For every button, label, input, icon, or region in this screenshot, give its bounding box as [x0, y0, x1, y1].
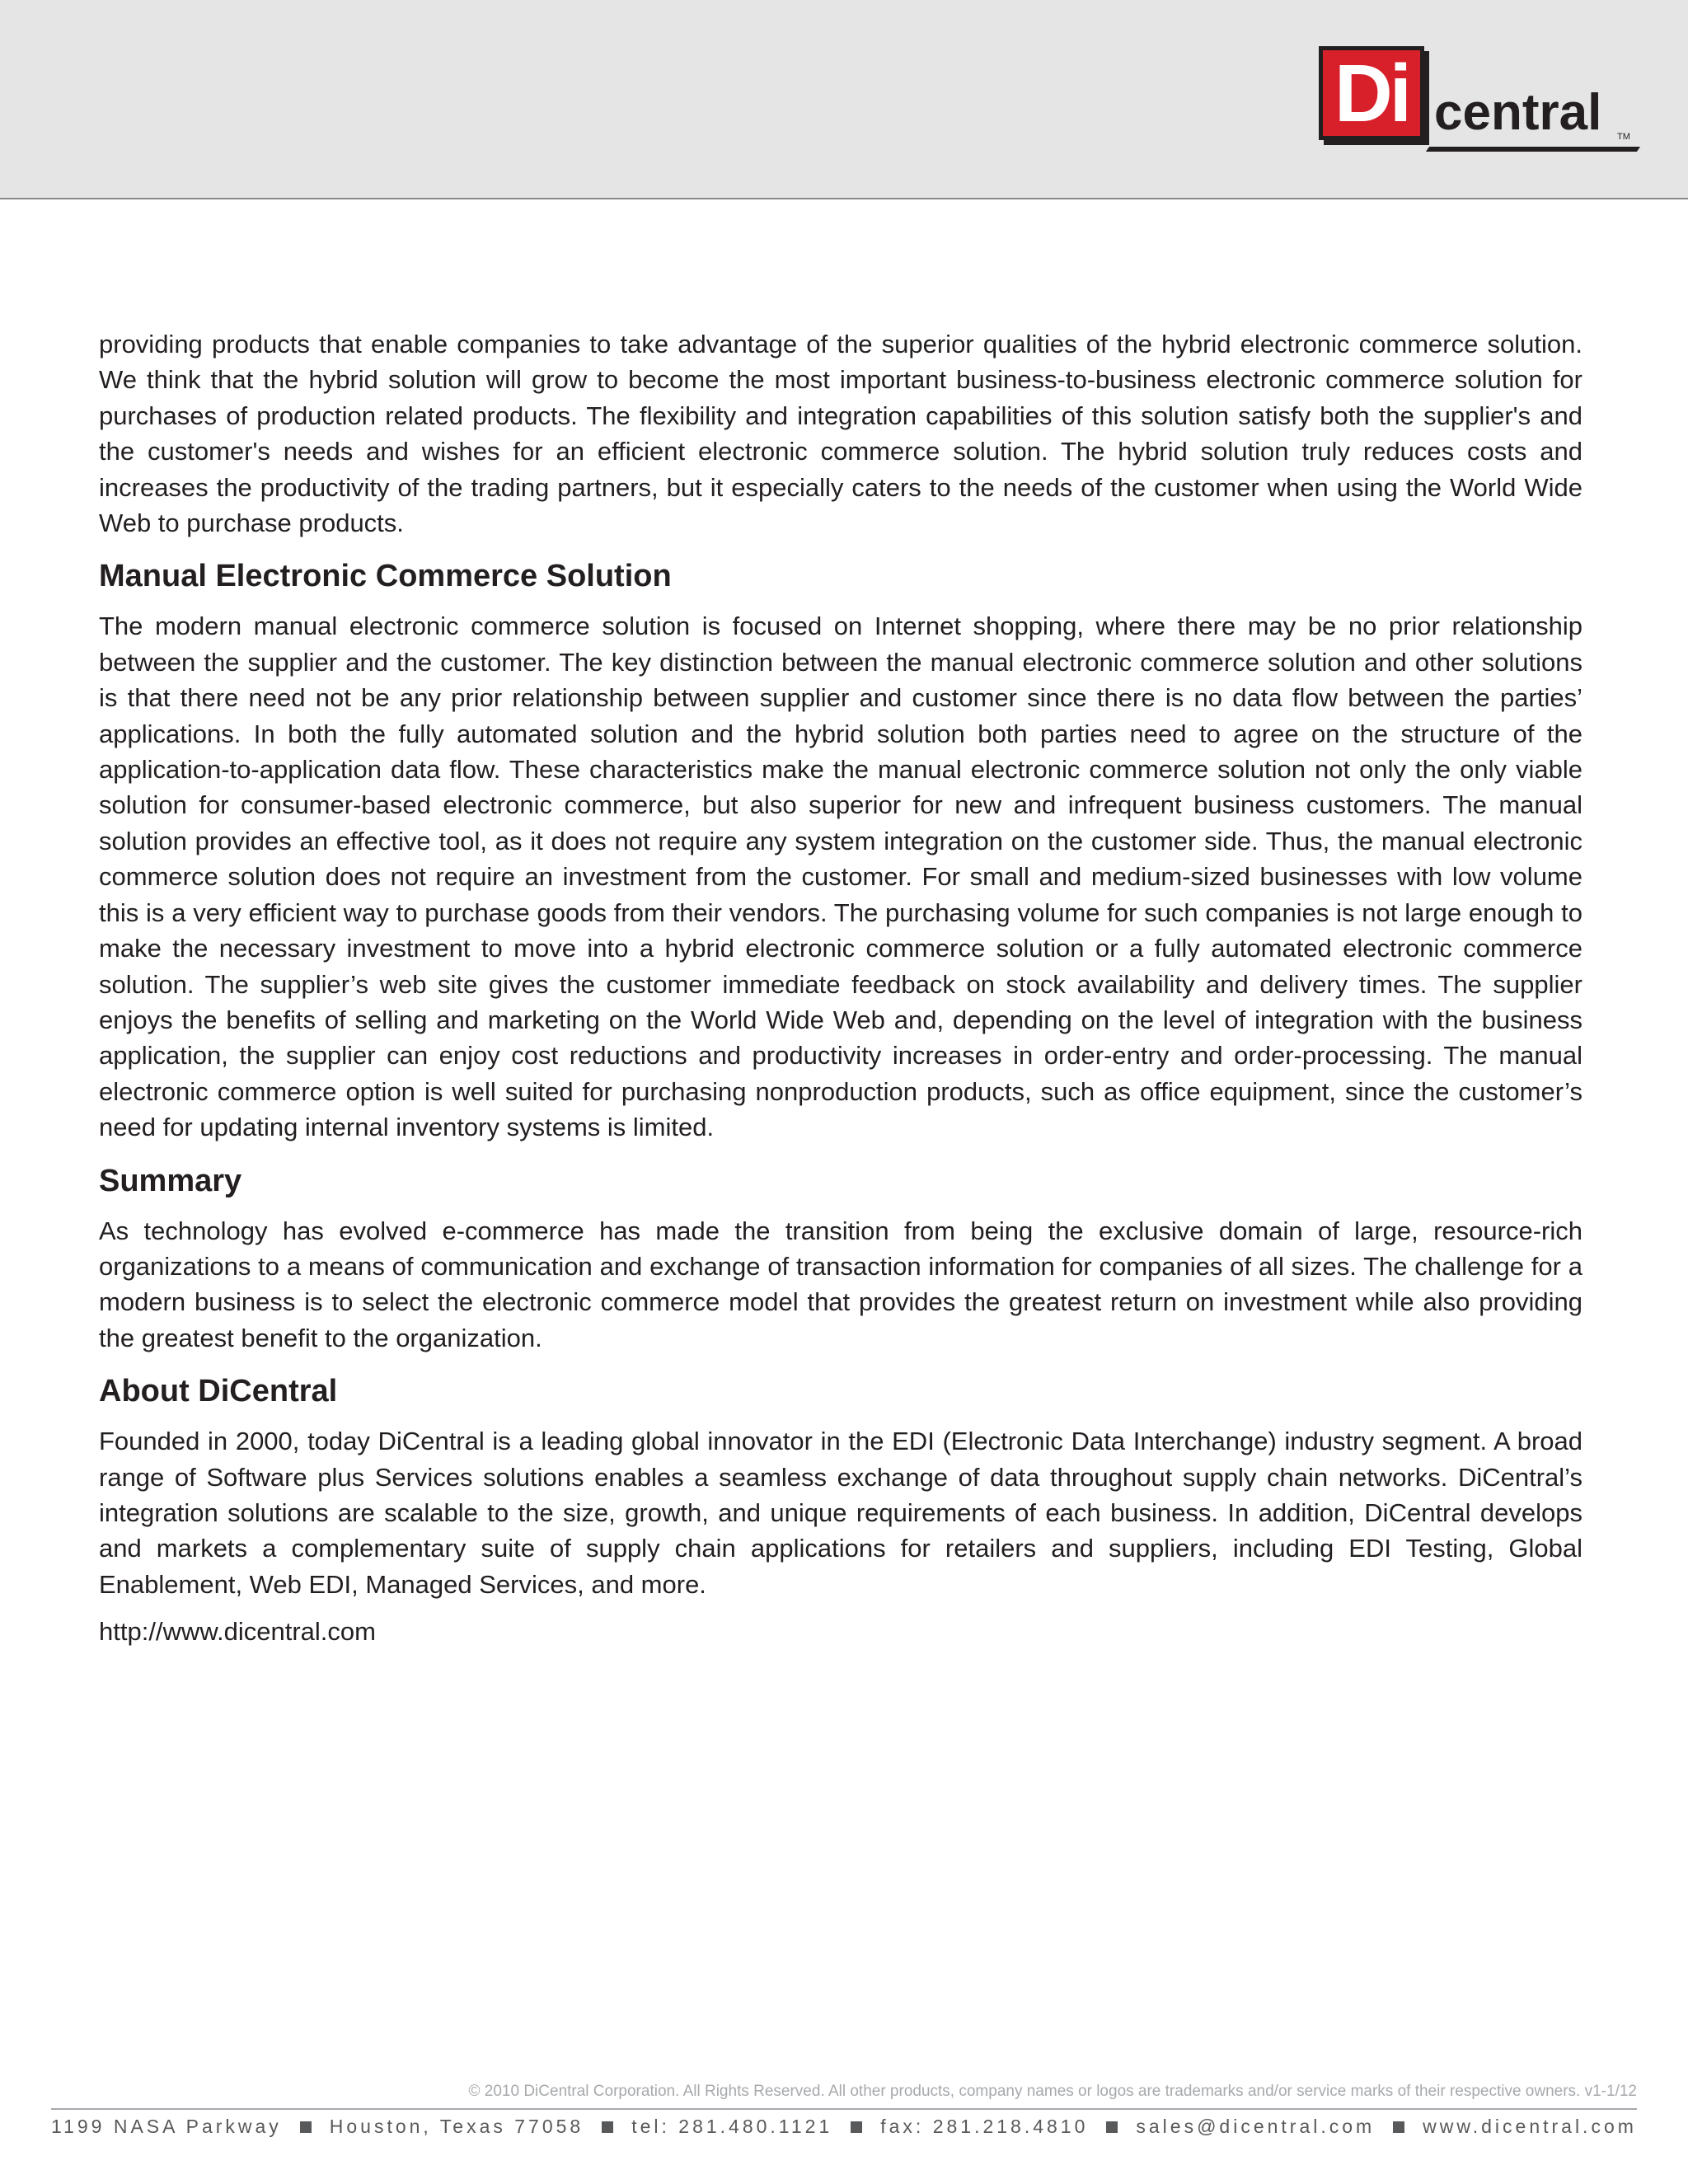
- section-body-manual: The modern manual electronic commerce solution is focused on Internet shopping, where there may be no prior relationship between the supplier and the customer. The key distinction between the manual electronic commerce solution and other solutions is that there need not be any prior relationship between supplier and customer since there is no data flow between the parties’ applications. In both the fully automated solution and the hybrid solution both parties need to agree on the structure of the application-to-application data flow. These characteristics make the manual electronic commerce solution not only the only viable solution for consumer-based electronic commerce, but also superior for new and infrequent business customers. The manual solution provides an effective tool, as it does not require any system integration on the customer side. Thus, the manual electronic commerce solution does not require an investment from the customer. For small and medium-sized businesses with low volume this is a very efficient way to purchase goods from their vendors. The purchasing volume for such companies is not large enough to make the necessary investment to move into a hybrid electronic commerce solution or a fully automated electronic commerce solution. The supplier’s web site gives the customer immediate feedback on stock availability and delivery times. The supplier enjoys the benefits of selling and marketing on the World Wide Web and, depending on the level of integration with the business application, the supplier can enjoy cost reductions and productivity increases in order-entry and order-processing. The manual electronic commerce option is well suited for purchasing nonproduction products, such as office equipment, since the customer’s need for updating internal inventory systems is limited.: [99, 612, 1582, 1142]
- copyright-notice: © 2010 DiCentral Corporation. All Rights Reserved. All other products, company names or logos are trademarks and/or service marks of their respective owners. v1-1/12: [468, 2083, 1637, 2100]
- footer-email[interactable]: sales@dicentral.com: [1136, 2116, 1376, 2137]
- footer-address: 1199 NASA Parkway: [51, 2116, 282, 2137]
- dicentral-logo: [1319, 43, 1642, 153]
- section-heading-about: About DiCentral: [99, 1374, 338, 1409]
- section-heading-manual: Manual Electronic Commerce Solution: [99, 559, 672, 594]
- footer-tel: tel: 281.480.1121: [631, 2116, 833, 2137]
- section-body-about: Founded in 2000, today DiCentral is a leading global innovator in the EDI (Electronic Data Interchange) industry segment. A broad range of Software plus Services solutions enables a seamless exchange of data throughout supply chain networks. DiCentral’s integration solutions are scalable to the size, growth, and unique requirements of each business. In addition, DiCentral develops and markets a complementary suite of supply chain applications for retailers and suppliers, including EDI Testing, Global Enablement, Web EDI, Managed Services, and more.: [99, 1427, 1582, 1599]
- square-bullet-icon: [1106, 2121, 1118, 2133]
- intro-paragraph: providing products that enable companies to take advantage of the superior qualities of the hybrid electronic commerce solution. We think that the hybrid solution will grow to become the most important business-to-business electronic commerce solution for purchases of production related products. The flexibility and integration capabilities of this solution satisfy both the supplier's and the customer's needs and wishes for an efficient electronic commerce solution. The hybrid solution truly reduces costs and increases the productivity of the trading partners, but it especially caters to the needs of the customer when using the World Wide Web to purchase products.: [99, 330, 1582, 538]
- logo-di-mark: Di: [1319, 46, 1424, 140]
- section-heading-summary: Summary: [99, 1163, 242, 1198]
- footer-divider: [51, 2108, 1637, 2110]
- footer-fax: fax: 281.218.4810: [880, 2116, 1089, 2137]
- square-bullet-icon: [1393, 2121, 1404, 2133]
- page-footer: [51, 2116, 1637, 2138]
- page-header: [0, 0, 1688, 199]
- footer-city: Houston, Texas 77058: [329, 2116, 584, 2137]
- square-bullet-icon: [851, 2121, 862, 2133]
- logo-trademark: TM: [1617, 132, 1630, 142]
- website-link[interactable]: http://www.dicentral.com: [99, 1617, 376, 1647]
- logo-underline: [1426, 147, 1640, 152]
- logo-wordmark: central: [1434, 84, 1602, 141]
- square-bullet-icon: [300, 2121, 312, 2133]
- document-body: [99, 326, 1582, 1649]
- footer-website[interactable]: www.dicentral.com: [1423, 2116, 1637, 2137]
- section-body-summary: As technology has evolved e-commerce has made the transition from being the exclusive domain of large, resource-rich organizations to a means of communication and exchange of transaction information for companies of all sizes. The challenge for a modern business is to select the electronic commerce model that provides the greatest return on investment while also providing the greatest benefit to the organization.: [99, 1216, 1582, 1352]
- square-bullet-icon: [602, 2121, 613, 2133]
